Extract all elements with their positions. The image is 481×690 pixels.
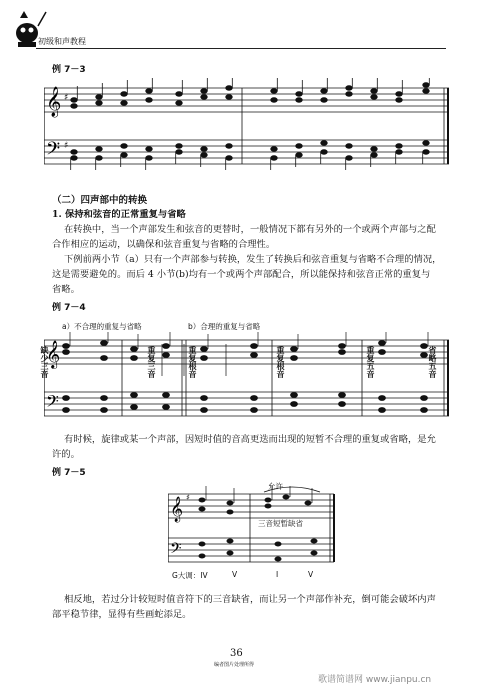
notehead — [423, 141, 430, 146]
notehead — [176, 92, 183, 97]
notehead — [423, 150, 430, 155]
notehead — [296, 92, 303, 97]
notehead — [226, 156, 233, 161]
notehead — [96, 156, 103, 161]
ex75-allowed-label: 允许 — [268, 482, 283, 491]
section-subtitle: 1. 保持和弦音的正常重复与省略 — [52, 209, 186, 220]
notehead — [176, 150, 183, 155]
notehead — [346, 86, 353, 91]
notehead — [346, 156, 353, 161]
watermark-text: 歌谱简谱网 www.jianpu.cn — [318, 675, 432, 685]
ex75-chord-2: V — [232, 570, 238, 579]
header-book-title: 初级和声教程 — [38, 37, 86, 46]
notehead — [146, 156, 153, 161]
notehead — [321, 89, 328, 94]
notehead — [176, 101, 183, 106]
notehead — [71, 150, 78, 155]
notehead — [146, 89, 153, 94]
notehead — [121, 144, 128, 149]
notehead — [96, 101, 103, 106]
paragraph-1-line-1: 在转换中，当一个声部发生和弦音的更替时，一般情况下都有另外的一个或两个声部与之配 — [64, 224, 436, 235]
notehead — [226, 95, 233, 100]
svg-text:𝄢: 𝄢 — [46, 139, 61, 164]
svg-text:𝄞: 𝄞 — [46, 340, 61, 368]
svg-text:♯: ♯ — [186, 493, 190, 502]
page-number: 36 — [230, 648, 243, 659]
notehead — [201, 89, 208, 94]
notehead — [396, 144, 403, 149]
notehead — [121, 153, 128, 158]
page-subtext: 编者图片处理所得 — [214, 662, 255, 668]
notehead — [296, 144, 303, 149]
notehead — [96, 147, 103, 152]
paragraph-2-line-3: 省略。 — [52, 284, 80, 295]
paragraph-4-line-1: 相反地，若过分计较短时值音符下的三音缺省，而让另一个声部作补充，倒可能会破坏内声 — [64, 594, 436, 605]
example-7-3-label: 例 7－3 — [52, 65, 86, 75]
paragraph-3-line-1: 有时候，旋律或某一个声部，因短时值的音高更迭而出现的短暂不合理的重复或省略，是允 — [64, 434, 436, 445]
ex75-chord-3: I — [276, 570, 279, 579]
ex74-m2-label: 重复三音 — [147, 346, 156, 378]
notehead — [371, 89, 378, 94]
notehead — [226, 144, 233, 149]
notehead — [371, 153, 378, 158]
notehead — [121, 92, 128, 97]
ex75-chord-4: V — [308, 570, 314, 579]
example-7-5-score — [168, 486, 338, 566]
ex75-key-label: G大调：IV — [172, 571, 208, 580]
svg-text:𝄢: 𝄢 — [170, 540, 182, 561]
example-7-5-label: 例 7－5 — [52, 468, 86, 478]
notehead — [396, 92, 403, 97]
paragraph-2-line-2: 这是需要避免的。而后 4 小节(b)均有一个或两个声部配合，所以能保持和弦音正常的重复与 — [52, 269, 431, 280]
header-divider — [36, 48, 446, 49]
notehead — [423, 89, 430, 94]
notehead — [176, 144, 183, 149]
paragraph-1-line-2: 合作相应的运动，以确保和弦音重复与省略的合理性。 — [52, 239, 276, 250]
example-7-3-score — [44, 78, 454, 178]
notehead — [371, 147, 378, 152]
paragraph-4-line-2: 部平稳节律，显得有些画蛇添足。 — [52, 609, 192, 620]
notehead — [371, 95, 378, 100]
notehead — [226, 86, 233, 91]
notehead — [271, 98, 278, 103]
notehead — [396, 98, 403, 103]
paragraph-2-line-1: 下例前两小节（a）只有一个声部参与转换，发生了转换后和弦音重复与省略不合理的情况， — [64, 254, 442, 265]
ex75-third-omit-label: 三音短暂缺省 — [258, 519, 303, 528]
svg-text:𝄞: 𝄞 — [46, 87, 62, 117]
notehead — [423, 83, 430, 88]
notehead — [296, 153, 303, 158]
notehead — [146, 147, 153, 152]
notehead — [71, 156, 78, 161]
notehead — [201, 147, 208, 152]
notehead — [321, 150, 328, 155]
example-7-4-score — [44, 332, 454, 424]
notehead — [201, 95, 208, 100]
notehead — [346, 92, 353, 97]
ex74-m3-label: 重复根音 — [188, 346, 197, 378]
ex74-m4-label: 重复根音 — [276, 346, 285, 378]
notehead — [321, 98, 328, 103]
svg-text:𝄢: 𝄢 — [46, 391, 59, 415]
example-7-4-a-label: a）不合理的重复与省略 — [62, 322, 142, 331]
notehead — [271, 89, 278, 94]
notehead — [271, 156, 278, 161]
notehead — [71, 98, 78, 103]
notehead — [321, 141, 328, 146]
notehead — [121, 101, 128, 106]
ex74-m5-label: 重复五音 — [366, 346, 375, 378]
notehead — [296, 98, 303, 103]
notehead — [201, 153, 208, 158]
notehead — [96, 95, 103, 100]
svg-text:𝄞: 𝄞 — [170, 497, 184, 522]
svg-text:♯: ♯ — [64, 141, 69, 151]
notehead — [146, 98, 153, 103]
paragraph-3-line-2: 许的。 — [52, 449, 80, 460]
ex74-m1-label: 缺少三音 — [40, 346, 49, 378]
svg-text:♯: ♯ — [64, 93, 69, 103]
notehead — [396, 150, 403, 155]
section-title: （二）四声部中的转换 — [52, 195, 148, 206]
notehead — [71, 104, 78, 109]
ex74-m6-label: 省略五音 — [428, 346, 437, 378]
notehead — [346, 144, 353, 149]
example-7-4-label: 例 7－4 — [52, 303, 86, 313]
example-7-4-b-label: b）合理的重复与省略 — [188, 322, 261, 331]
notehead — [271, 147, 278, 152]
